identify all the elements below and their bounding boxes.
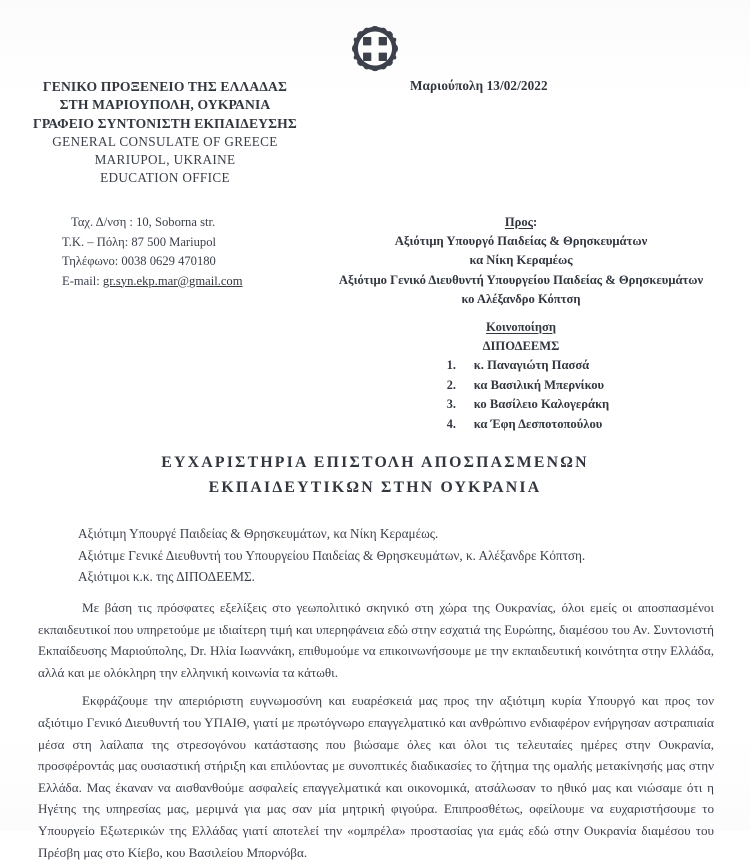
email-label: E-mail: (62, 273, 103, 288)
recipient-label-row (292, 213, 750, 232)
list-item (447, 356, 609, 376)
cc-item-name: κα Έφη Δεσποτοπούλου (473, 416, 603, 431)
body-paragraph-2: Εκφράζουμε την απεριόριστη ευγνωμοσύνη και ευαρέσκειά μας προς την αξιότιμη κυρία Υπουργό και προς τον αξιότιμο Γενικό Διευθυντή του ΥΠΑΙΘ, γιατί με πρωτόγνωρο επαγγελματικό και ανθρώπινο ενδιαφέρον ενήργησαν αστραπιαία μέσα στη λαίλαπα της στρεσογόνου κατάστασης που βιώσαμε όλες και όλοι τις τελευταίες ημέρες στην Ουκρανία, προσφέροντάς μας ουσιαστική στήριξη και επιλύοντας με συνοπτικές διαδικασίες το ζήτημα της ομαλής μετακίνησής μας στην Ελλάδα. Μας έκαναν να αισθανθούμε ασφαλείς επαγγελματικά και οικονομικά, ατσάλωσαν το ηθικό μας και νιώσαμε ότι η Ηγέτης της υπηρεσίας μας, μεριμνά για μας σαν μία μητρική φιγούρα. Επιπροσθέτως, οφείλουμε να ευχαριστήσουμε το Υπουργείο Εξωτερικών της Ελλάδας γιατί αποτελεί την «ομπρέλα» προστασίας για εμάς εδώ στην Ουκρανία διαμέσου του Πρέσβη μας στο Κίεβο, κου Βασιλείου Μπορνόβα. (38, 693, 714, 860)
emblem-container (0, 26, 750, 72)
page-title-line-2: ΕΚΠΑΙΔΕΥΤΙΚΩΝ ΣΤΗΝ ΟΥΚΡΑΝΙΑ (208, 479, 542, 496)
organisation-header (0, 78, 330, 188)
cc-item-number: 3. (446, 397, 456, 412)
salutation-block (78, 523, 585, 588)
body-paragraph-1: Με βάση τις πρόσφατες εξελίξεις στο γεωπολιτικό σκηνικό στη χώρα της Ουκρανίας, όλοι εμείς οι αποσπασμένοι εκπαιδευτικοί που υπηρετούμε με ιδιαίτερη τιμή και υπερηφάνεια εδώ στην εσχατιά της Ευρώπης, διαμέσου του Αν. Συντονιστή Εκπαίδευσης Μαριούπολης, Dr. Ηλία Ιωαννάκη, επιθυμούμε να επικοινωνήσουμε με την εκπαιδευτική κοινότητα στην Ελλάδα, αλλά και με ολόκληρη την ελληνική κοινωνία τα κάτωθι. (38, 600, 714, 680)
recipient-line-2: κα Νίκη Κεραμέως (469, 253, 573, 268)
cc-item-number: 2. (446, 377, 456, 392)
org-name-en-line-1: GENERAL CONSULATE OF GREECE (52, 133, 278, 149)
cc-org: ΔΙΠΟΔΕΕΜΣ (482, 339, 560, 354)
date-line: Μαριούπολη 13/02/2022 (410, 78, 548, 93)
recipient-line-1: Αξιότιμη Υπουργό Παιδείας & Θρησκευμάτων (394, 234, 648, 249)
salutation-line-3: Αξιότιμοι κ.κ. της ΔΙΠΟΔΕΕΜΣ. (78, 569, 255, 584)
list-item (447, 395, 609, 415)
recipient-block (292, 213, 750, 309)
page-title (0, 450, 750, 500)
cc-item-name: κο Βασίλειο Καλογεράκη (473, 397, 610, 412)
address-city: Τ.Κ. – Πόλη: 87 500 Mariupol (62, 234, 217, 249)
recipient-line-4: κο Αλέξανδρο Κόπτση (461, 291, 581, 306)
recipient-label: Προς (504, 215, 533, 229)
cc-label: Κοινοποίηση (486, 320, 556, 334)
org-name-gr-line-1: ΓΕΝΙΚΟ ΠΡΟΞΕΝΕΙΟ ΤΗΣ ΕΛΛΑΔΑΣ (42, 79, 288, 94)
cc-item-name: κ. Παναγιώτη Πασσά (473, 358, 590, 373)
salutation-line-1: Αξιότιμη Υπουργέ Παιδείας & Θρησκευμάτων, κα Νίκη Κεραμέως. (78, 526, 439, 541)
list-item (447, 415, 609, 435)
address-email-row (62, 272, 243, 292)
page-title-line-1: ΕΥΧΑΡΙΣΤΗΡΙΑ ΕΠΙΣΤΟΛΗ ΑΠΟΣΠΑΣΜΕΝΩΝ (161, 454, 589, 471)
recipient-label-colon: : (532, 215, 538, 229)
cc-recipient-list (447, 356, 609, 434)
cc-block (292, 318, 750, 434)
org-name-en-line-2: MARIUPOL, UKRAINE (94, 152, 236, 168)
cc-item-name: κα Βασιλική Μπερνίκου (473, 377, 605, 392)
address-phone: Τηλέφωνο: 0038 0629 470180 (62, 254, 216, 268)
list-item (447, 376, 609, 396)
address-block (62, 213, 243, 291)
body-text (38, 597, 714, 863)
email-link[interactable]: gr.syn.ekp.mar@gmail.com (102, 273, 243, 288)
cc-item-number: 4. (446, 416, 456, 431)
org-name-gr-line-3: ΓΡΑΦΕΙΟ ΣΥΝΤΟΝΙΣΤΗ ΕΚΠΑΙΔΕΥΣΗΣ (33, 115, 297, 131)
recipient-line-3: Αξιότιμο Γενικό Διευθυντή Υπουργείου Παιδείας & Θρησκευμάτων (338, 272, 704, 287)
cc-item-number: 1. (446, 358, 456, 373)
salutation-line-2: Αξιότιμε Γενικέ Διευθυντή του Υπουργείου Παιδείας & Θρησκευμάτων, κ. Αλέξανδρε Κόπτση. (78, 547, 586, 563)
address-street: Ταχ. Δ/νση : 10, Soborna str. (71, 215, 216, 229)
org-name-gr-line-2: ΣΤΗ ΜΑΡΙΟΥΠΟΛΗ, ΟΥΚΡΑΝΙΑ (59, 97, 271, 113)
org-name-en-line-3: EDUCATION OFFICE (100, 170, 230, 186)
greek-coat-of-arms-icon (352, 26, 398, 72)
cc-label-row (292, 318, 750, 337)
